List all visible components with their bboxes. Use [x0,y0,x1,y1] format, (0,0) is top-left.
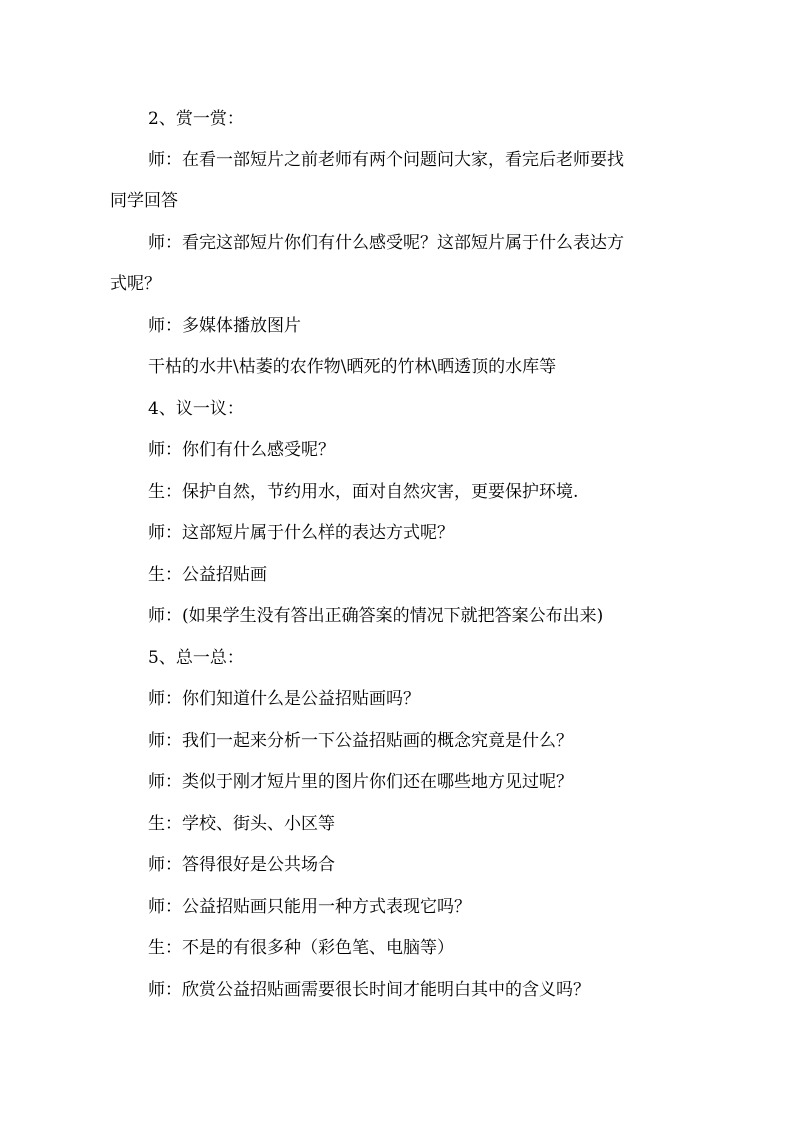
paragraph-line: 干枯的水井\枯萎的农作物\晒死的竹林\晒透顶的水库等 [148,357,557,377]
section-heading-appreciate: 2、赏一赏： [148,109,244,129]
paragraph-line: 师：答得很好是公共场合 [148,855,335,875]
paragraph-line: 师：我们一起来分析一下公益招贴画的概念究竟是什么？ [148,731,573,751]
paragraph-line: 师：看完这部短片你们有什么感受呢？这部短片属于什么表达方 [148,233,624,253]
paragraph-line: 同学回答 [110,191,178,211]
paragraph-line: 师：这部短片属于什么样的表达方式呢？ [148,523,454,543]
paragraph-line: 生：不是的有很多种（彩色笔、电脑等） [148,938,454,958]
paragraph-line: 师：在看一部短片之前老师有两个问题问大家，看完后老师要找 [148,150,624,170]
paragraph-line: 师：你们知道什么是公益招贴画吗？ [148,689,420,709]
paragraph-line: 生：保护自然，节约用水，面对自然灾害，更要保护环境. [148,482,579,502]
paragraph-line: 师：类似于刚才短片里的图片你们还在哪些地方见过呢？ [148,772,573,792]
paragraph-line: 生：学校、街头、小区等 [148,814,335,834]
paragraph-line: 师：欣赏公益招贴画需要很长时间才能明白其中的含义吗？ [148,980,590,1000]
section-heading-discuss: 4、议一议： [148,399,244,419]
paragraph-line: 师：你们有什么感受呢？ [148,440,335,460]
paragraph-line: 师：公益招贴画只能用一种方式表现它吗？ [148,897,471,917]
paragraph-line: 师：多媒体播放图片 [148,316,301,336]
paragraph-line: 式呢？ [110,274,161,294]
paragraph-line: 师：(如果学生没有答出正确答案的情况下就把答案公布出来) [148,606,604,626]
paragraph-line: 生：公益招贴画 [148,565,267,585]
section-heading-summary: 5、总一总： [148,648,244,668]
